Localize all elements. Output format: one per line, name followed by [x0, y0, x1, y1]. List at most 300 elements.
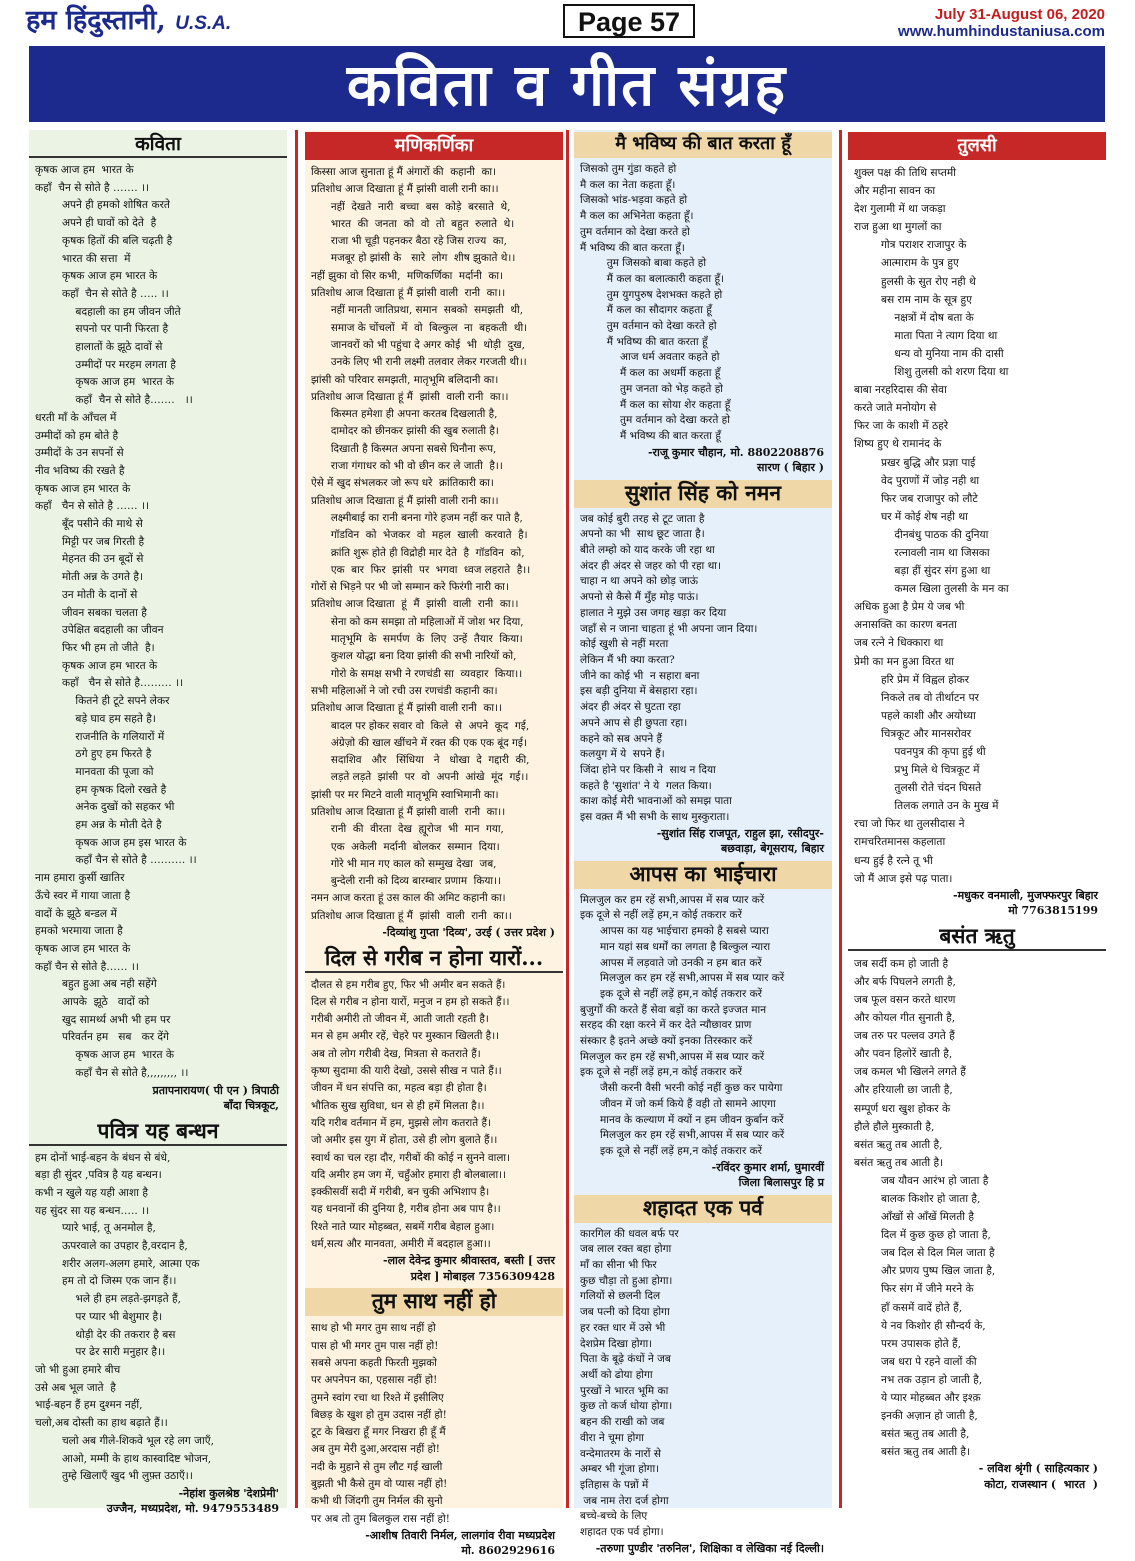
poem-line: गोरों से भिड़ने पर भी जो सम्मान करे फिरंगी नारी का।: [311, 581, 509, 594]
poem-line: घर में कोई शेष नही था: [854, 510, 968, 523]
poem-line: नक्षत्रों में दोष बता के: [854, 311, 974, 324]
poem-line: नाम हमारा कुर्सी खातिर: [35, 872, 125, 885]
poem-line: मिट्टी पर जब गिरती है: [35, 535, 145, 548]
poem-author: [848, 1461, 1106, 1494]
author-line: -तरुणा पुण्डीर 'तरुनिल', शिक्षिका व लेखिका नई दिल्ली।: [595, 1541, 824, 1555]
poem-title: दिल से गरीब न होना यारों...: [305, 945, 563, 973]
poem-line: जिंदा होने पर किसी ने साथ न दिया: [580, 763, 716, 776]
poem-title: आपस का भाईचारा: [574, 861, 832, 889]
poem-line: कुछ तो कर्ज धोया होगा।: [580, 1400, 673, 1413]
poem-line: फिर जब राजापुर को लौटे: [854, 492, 978, 505]
poem-line: जीवन में धन संपत्ति का, महत्व बड़ा ही होता है।: [311, 1082, 487, 1095]
poem-line: इक्कीसवीं सदी में गरीबी, बन चुकी अभिशाप है।: [311, 1186, 490, 1199]
poem-line: कृषक आज हम भारत के: [35, 164, 134, 176]
poem-line: और महीना सावन का: [854, 185, 936, 198]
poem-line: शरीर अलग-अलग हमारे, आत्मा एक: [35, 1257, 200, 1270]
author-line: -दिव्यांशु गुप्ता 'दिव्य', उरई ( उत्तर प्रदेश ): [382, 926, 555, 940]
poem-line: जानवरों को भी पहुंचा दे अगर कोई भी थोड़ी दुख,: [311, 338, 525, 351]
poem-body: [29, 1150, 287, 1486]
poem-line: अधिक हुआ है प्रेम ये जब भी: [854, 601, 965, 614]
poem-line: तुलसी रोते चंदन घिसते: [854, 782, 982, 795]
poem-line: भारत की सत्ता में: [35, 252, 131, 265]
poem-line: हम दोनों भाई-बहन के बंधन से बंधे,: [35, 1151, 171, 1164]
poem-line: बुजुर्गों की करते हैं सेवा बड़ों का करते इज्जत मान: [580, 1003, 767, 1016]
poem-line: करते जाते मनोयोग से: [854, 402, 937, 415]
poem-line: आपस में लड़वाते जो उनकी न हम बात करें: [580, 956, 762, 969]
poem-line: अनेक दुखों को सहकर भी: [35, 801, 175, 814]
poem-line: नहीं मानती जातिप्रथा, समान सबको समझती थी,: [311, 304, 524, 317]
poem-line: तुम वर्तमान को देखा करते हो: [580, 414, 730, 427]
poem-line: गरीबी अमीरी तो जीवन में, आती जाती रहती है।: [311, 1013, 489, 1026]
poem-line: मै कल का अभिनेता कहता हूँ।: [580, 210, 694, 223]
poem-line: प्रखर बुद्धि और प्रज्ञा पाई: [854, 456, 976, 469]
poem-line: बदहाली का हम जीवन जीते: [35, 305, 181, 318]
poem-line: भौतिक सुख सुविधा, धन से ही हमें मिलता है।।: [311, 1099, 485, 1112]
poem-line: जब यौवन आरंभ हो जाता है: [854, 1174, 989, 1187]
poem-line: राजा भी चूड़ी पहनकर बैठा रहे जिस राज्य का,: [311, 235, 507, 248]
poem-body: [29, 162, 287, 1083]
poem-line: मिलजुल कर हम रहें सभी,आपस में सब प्यार करें: [580, 893, 765, 906]
poem-line: कलयुग में ये सपने हैं।: [580, 748, 665, 761]
author-line: प्रदेश ] मोबाइल 7356309428: [410, 1269, 555, 1283]
poem-line: जहाँ से न जाना चाहता हूं भी अपना जान दिया।: [580, 622, 758, 635]
poem-title: शहादत एक पर्व: [574, 1195, 832, 1223]
poem-author: [305, 1253, 563, 1286]
poem-line: कृषक आज हम इस भारत के: [35, 836, 187, 849]
poem-line: इतिहास के पन्नों में: [580, 1478, 649, 1491]
poem-line: मानवता की पूजा को: [35, 765, 154, 778]
poem-line: चलो अब गीले-शिकवे भूल रहे लग जाएँ,: [35, 1434, 214, 1447]
poem-line: प्रतिशोध आज दिखाता हूं मैं झांसी वाली रानी का।।: [311, 390, 509, 403]
poem-line: रामचरितमानस कहलाता: [854, 836, 946, 849]
poem-line: शुक्ल पक्ष की तिथि सप्तमी: [854, 167, 956, 179]
poem-line: साथ हो भी मगर तुम साथ नहीं हो: [311, 1322, 436, 1335]
poem-line: अर्थी को ढोया होगा: [580, 1369, 653, 1381]
poem-line: जब रत्ने ने धिक्कारा था: [854, 637, 944, 650]
poem-line: यह धनवानों की दुनिया है, गरीब होना अब पाप है।।: [311, 1203, 501, 1216]
poem-line: काश कोई मेरी भावनाओं को समझ पाता: [580, 795, 732, 808]
poem-line: प्रतिशोध आज दिखाता हूं मैं झांसी वाली रानी का।।: [311, 598, 519, 611]
poem-line: चाहा न था अपने को छोड़ जाऊं: [580, 575, 699, 588]
poem-line: दामोदर को छीनकर झांसी की खुब रुलाती है।: [311, 425, 499, 438]
poem-line: सपनो पर पानी फिरता है: [35, 323, 169, 336]
poem-body: [848, 955, 1106, 1462]
poem-line: जब तरु पर पल्लव उगते हैं: [854, 1030, 955, 1043]
poem-line: भाई-बहन हैं हम दुश्मन नहीं,: [35, 1399, 143, 1412]
poem-line: राजनीति के गलियारों में: [35, 730, 165, 743]
author-line: -रविंदर कुमार शर्मा, घुमारवीं: [711, 1160, 824, 1174]
poem-line: कहाँ चैन से सोते है ……. ।।: [35, 181, 149, 194]
poem-author: [574, 1541, 832, 1559]
poem-line: आँखों से आँखें मिलती है: [854, 1211, 974, 1224]
poem-author: [574, 445, 832, 478]
poem-body: [848, 164, 1106, 888]
poem-line: तुम्हे खिलाएँ खुद भी लुफ़्त उठाएँ।।: [35, 1470, 193, 1483]
poem-line: वन्देमातरम के नारों से: [580, 1447, 661, 1460]
poem-line: पर प्यार भी बेशुमार है।: [35, 1310, 163, 1323]
poem-line: चलो,अब दोस्ती का हाथ बढ़ाते हैं।।: [35, 1417, 168, 1430]
poem-line: जब नाम तेरा दर्ज होगा: [580, 1494, 669, 1507]
poem-line: आओ, मम्मी के हाथ कास्वादिष्ट भोजन,: [35, 1452, 212, 1465]
poem-line: प्रतिशोध आज दिखाता हूं मैं झांसी वाली रानी का।।: [311, 183, 499, 196]
poem-body: [305, 1320, 563, 1528]
poem-line: जब सर्दी कम हो जाती है: [854, 957, 949, 970]
author-line: कोटा, राजस्थान ( भारत ): [984, 1477, 1098, 1491]
poem-line: हमको भरमाया जाता है: [35, 925, 123, 938]
poem-line: अपने ही घावों को देते है: [35, 217, 157, 230]
poem-line: इक दूजे से नहीं लड़ें हम,न कोई तकरार करें: [580, 1066, 742, 1079]
poem-title: तुलसी: [848, 132, 1106, 160]
poem-line: बस राम नाम के सूत्र हुए: [854, 293, 972, 306]
poem-line: पर ढेर सारी मनुहार है।।: [35, 1346, 166, 1359]
poem-line: नहीं देखते नारी बच्चा बस कोड़े बरसाते थे,: [311, 200, 511, 213]
poem-line: जब दिल से दिल मिल जाता है: [854, 1247, 995, 1260]
column-divider: [839, 130, 842, 1508]
poem-line: मिलजुल कर हम रहें सभी,आपस में सब प्यार करें: [580, 972, 785, 985]
poem-line: मजबूर हो झांसी के सारे लोग शीष झुकाते थे।।: [311, 252, 516, 265]
poem-line: मातृभूमि के समर्पण के लिए उन्हें तैयार किया।: [311, 633, 523, 646]
poem-line: इक दूजे से नहीं लड़ें हम,न कोई तकरार करें: [580, 909, 742, 922]
poem-line: परिवर्तन हम सब कर देंगे: [35, 1031, 170, 1044]
poem-line: बड़ा ही सुंदर ,पवित्र है यह बन्धन।: [35, 1169, 162, 1182]
poem-line: कहाँ चैन से सोते है …… ।।: [35, 500, 149, 513]
poem-line: प्यारे भाई, तू अनमोल है,: [35, 1222, 156, 1235]
poem-title: कविता: [29, 132, 287, 158]
poem-author: [29, 1486, 287, 1519]
poem-line: एक अकेली मर्दानी बोलकर सम्मान दिया।: [311, 840, 500, 853]
poem-line: प्रतिशोध आज दिखाता हूं मैं झांसी वाली रानी का।।: [311, 909, 512, 922]
poem-line: नमन आज करता हूं उस काल की अमिट कहानी का।: [311, 892, 506, 905]
author-line: -मधुकर वनमाली, मुजफ्फरपुर बिहार: [953, 888, 1098, 902]
poem-line: उनके लिए भी रानी लक्ष्मी तलवार लेकर गरजती थी।।: [311, 356, 527, 369]
poem-title: मणिकर्णिका: [305, 132, 563, 160]
poem-line: अंदर ही अंदर से घुटता रहा: [580, 701, 681, 714]
poem-line: आपस का यह भाईचारा हमको है सबसे प्यारा: [580, 925, 769, 938]
poem-line: पर अब तो तुम बिलकुल रास नहीं हो!: [311, 1512, 450, 1525]
poem-line: मान यहां सब धर्मों का लगता है बिल्कुल न्यारा: [580, 940, 771, 953]
poem-line: तुम वर्तमान को देखा करते हो: [580, 225, 690, 238]
poem-line: दौलत से हम गरीब हुए, फिर भी अमीर बन सकते हैं।: [311, 978, 506, 991]
poem-line: कृषक आज हम भारत के: [35, 376, 174, 389]
poem-line: जो मैं आज इसे पढ़ पाता।: [854, 872, 953, 885]
poem-line: मैं भविष्य की बात करता हूँ: [580, 429, 721, 442]
poem-line: मै कल का नेता कहता हूँ।: [580, 178, 676, 191]
poem-line: पवनपुत्र की कृपा हुई थी: [854, 746, 986, 758]
section-banner: कविता व गीत संग्रह: [29, 46, 1105, 122]
poem-line: आपके झूठे वादों को: [35, 996, 150, 1009]
poem-line: देश गुलामी में था जकड़ा: [854, 203, 946, 216]
poem-line: वेद पुराणों में जोड़ नही था: [854, 474, 980, 487]
poem-line: कोई खुशी से नहीं मरता: [580, 638, 669, 651]
poem-line: नभ तक उड़ान हो जाती है,: [854, 1373, 983, 1386]
column-3: [574, 130, 832, 1555]
poem-line: कृषक आज हम भारत के: [35, 659, 158, 672]
poem-line: झांसी पर मर मिटने वाली मातृभूमि स्वाभिमानी का।: [311, 788, 499, 801]
poem-line: प्रतिशोध आज दिखाता हूं मैं झांसी वाली रानी का।।: [311, 702, 502, 715]
poem-line: गोत्र पराशर राजापुर के: [854, 239, 967, 252]
poem-line: दिल में कुछ कुछ हो जाता है,: [854, 1229, 991, 1242]
poem-line: कारगिल की धवल बर्फ पर: [580, 1227, 679, 1240]
poem-line: किस्सा आज सुनाता हूं मैं अंगारों की कहानी का।: [311, 166, 497, 178]
poem-line: और पवन हिलोरें खाती है,: [854, 1048, 953, 1061]
poem-line: रचा जो फिर था तुलसीदास ने: [854, 818, 965, 831]
poem-author: [574, 1160, 832, 1193]
poem-body: [574, 893, 832, 1160]
poem-line: मैं कल का सोया शेर कहता हूँ: [580, 398, 731, 411]
poem-line: सबसे अपना कहती फिरती मुझको: [311, 1356, 437, 1369]
poem-line: और कोयल गीत सुनाती है,: [854, 1012, 956, 1025]
poem-line: ऊपरवाले का उपहार है,वरदान है,: [35, 1240, 188, 1253]
poem-line: रानी की वीरता देख ह्यूरोज भी मान गया,: [311, 823, 504, 836]
poem-line: बालक किशोर हो जाता है,: [854, 1192, 981, 1205]
poem-line: इनकी अज़ान हो जाती है,: [854, 1410, 978, 1423]
poem-line: पर अपनेपन का, एहसास नहीं हो!: [311, 1374, 438, 1387]
poem-line: कहाँ चैन से सोते है ….. ।।: [35, 287, 169, 300]
poem-line: अपनो का भी साथ छूट जाता है।: [580, 528, 705, 541]
poem-line: टूट के बिखरा हूँ मगर निखरा ही हूँ मैं: [311, 1426, 446, 1439]
poem-line: थोड़ी देर की तकरार है बस: [35, 1328, 176, 1341]
poem-line: राजा गंगाधर को भी वो छीन कर ले जाती है।।: [311, 460, 503, 473]
poem-line: कृषक आज हम भारत के: [35, 270, 158, 283]
poem-line: आज धर्म अवतार कहते हो: [580, 351, 720, 364]
poem-line: भारत की जनता को वो तो बहुत रुलाते थे।: [311, 217, 515, 230]
edition-info: [898, 6, 1105, 40]
author-line: -नेहांश कुलश्रेष्ठ 'देशप्रेमी': [178, 1486, 279, 1500]
poem-line: तुम जिसको बाबा कहते हो: [580, 257, 707, 270]
poem-line: हम तो दो जिस्म एक जान हैं।।: [35, 1275, 177, 1288]
poem-body: [574, 1227, 832, 1541]
poem-author: [29, 1083, 287, 1116]
poem-line: धरती माँ के आँचल में: [35, 411, 117, 424]
poem-line: प्रेमी का मन हुआ विरत था: [854, 655, 955, 668]
poem-line: तुम जनता को भेड़ कहते हो: [580, 382, 724, 395]
poem-line: बूँद पसीने की माथे से: [35, 518, 143, 531]
masthead: [0, 0, 1135, 44]
poem-title: सुशांत सिंह को नमन: [574, 480, 832, 508]
poem-line: बादल पर होकर सवार वो किले से अपने कूद गई,: [311, 719, 530, 732]
poem-line: कितने ही टूटे सपने लेकर: [35, 695, 170, 708]
poem-line: कहने को सब अपने हैं: [580, 732, 663, 745]
poem-line: अब तो लोग गरीबी देख, मित्रता से कतराते हैं।: [311, 1047, 481, 1060]
poem-line: हुलसी के सुत रोए नही थे: [854, 275, 976, 288]
poem-title: बसंत ऋतु: [848, 923, 1106, 951]
author-line: सारण ( बिहार ): [757, 461, 824, 475]
poem-title: मै भविष्य की बात करता हूँ: [574, 132, 832, 158]
poem-line: इक दूजे से नहीं लड़ें हम,न कोई तकरार करें: [580, 1144, 762, 1157]
poem-line: कहाँ चैन से सोते है,,,,,,,,, ।।: [35, 1066, 189, 1079]
poem-line: और बर्फ पिघलने लगती है,: [854, 975, 956, 988]
brand-logo: [26, 4, 346, 38]
poem-line: जब कोई बुरी तरह से टूट जाता है: [580, 512, 705, 525]
poem-line: उपेक्षित बदहाली का जीवन: [35, 624, 164, 637]
poem-line: गोरो के समक्ष सभी ने रणचंडी सा व्यवहार किया।।: [311, 667, 523, 680]
poem-line: शिशु तुलसी को शरण दिया था: [854, 366, 1009, 379]
poem-line: उन मोती के दानों से: [35, 588, 138, 601]
poem-line: कृषक आज हम भारत के: [35, 482, 131, 495]
poem-line: जब धरा पे रहने वालों की: [854, 1355, 977, 1368]
poem-line: सदाशिव और सिंधिया ने धोखा दे गद्दारी की,: [311, 754, 530, 767]
poem-line: जीने का कोई भी न सहारा बना: [580, 669, 700, 682]
poem-line: कहाँ चैन से सोते है……… ।।: [35, 677, 184, 690]
poem-line: लक्ष्मीबाई का रानी बनना गोरे हजम नहीं कर पाते है,: [311, 511, 523, 524]
author-line: -राजू कुमार चौहान, मो. 8802208876: [647, 445, 824, 459]
poem-line: पहले काशी और अयोध्या: [854, 709, 976, 722]
poem-line: लेकिन मैं भी क्या करता?: [580, 653, 675, 666]
poem-line: बीते लम्हो को याद करके जी रहा था: [580, 544, 715, 557]
column-divider: [295, 130, 298, 1508]
poem-line: कहाँ चैन से सोते है ………. ।।: [35, 854, 197, 867]
poem-line: जिसको भांड-भड़वा कहते हो: [580, 194, 688, 207]
poem-body: [574, 512, 832, 826]
poem-line: कृषक हितों की बलि चढ़ती है: [35, 234, 173, 247]
poem-line: मिलजुल कर हम रहें सभी,आपस में सब प्यार करें: [580, 1129, 785, 1142]
poem-line: राज हुआ था मुगलों का: [854, 221, 942, 234]
poem-line: हर रक्त धार में उसे भी: [580, 1321, 666, 1334]
poem-line: हम कृषक दिलो रखते है: [35, 783, 167, 796]
poem-line: कहते है 'सुशांत' ने ये गलत किया।: [580, 779, 712, 792]
poem-line: अम्बर भी गूंजा होगा।: [580, 1463, 660, 1476]
poem-line: नीव भविष्य की रखते है: [35, 464, 125, 477]
poem-title: पवित्र यह बन्धन: [29, 1118, 287, 1146]
poem-line: पुरखों ने भारत भूमि का: [580, 1384, 669, 1397]
poem-line: ऐसे में खुद संभलकर जो रूप धरे क्रांतिकारी का।: [311, 477, 494, 490]
poem-line: हरि प्रेम में विह्वल होकर: [854, 673, 970, 686]
poem-line: दीनबंधु पाठक की दुनिया: [854, 528, 989, 541]
poem-line: प्रतिशोध आज दिखाता हूं मैं झांसी वाली रानी का।।: [311, 494, 499, 507]
column-divider: [566, 130, 569, 1508]
poem-line: फिर जा के काशी में ठहरे: [854, 420, 949, 433]
poem-line: धन्य हुई है रत्ने तू भी: [854, 854, 933, 867]
poem-line: हम अन्न के मोती देते है: [35, 819, 162, 832]
poem-line: सम्पूर्ण धरा खुश होकर के: [854, 1102, 951, 1115]
poem-line: जब कमल भी खिलने लगते हैं: [854, 1066, 966, 1079]
poem-line: तिलक लगाते उन के मुख में: [854, 800, 999, 813]
column-1: [29, 130, 287, 1516]
poem-line: मैं भविष्य की बात करता हूँ: [580, 335, 708, 348]
poem-line: भले ही हम लड़ते-झगड़ते हैं,: [35, 1293, 181, 1306]
author-line: मो. 8602929616: [461, 1544, 555, 1558]
poem-line: इक दूजे से नहीं लड़ें हम,न कोई तकरार करें: [580, 987, 762, 1000]
poem-line: कुछ चौड़ा तो हुआ होगा।: [580, 1274, 673, 1287]
poem-line: संस्कार है इतने अच्छे क्यों इनका तिरस्कार करें: [580, 1035, 753, 1048]
website-link[interactable]: www.humhindustaniusa.com: [898, 23, 1105, 40]
poem-line: हाँ कसमें वादें होते हैं,: [854, 1301, 963, 1314]
poem-line: मिलजुल कर हम रहें सभी,आपस में सब प्यार करें: [580, 1050, 765, 1063]
poem-line: लड़ते लड़ते झांसी पर वो अपनी आंखे मूंद गई।।: [311, 771, 529, 784]
poem-line: जिसको तुम गुंडा कहते हो: [580, 163, 677, 175]
poem-author: [305, 1528, 563, 1561]
column-4: [848, 130, 1106, 1508]
poem-line: बड़ा हीं सुंदर संग हुआ था: [854, 565, 991, 578]
author-line: -लाल देवेन्द्र कुमार श्रीवास्तव, बस्ती [ उत्तर: [383, 1254, 555, 1268]
poem-line: बसंत ऋतु तब आती है,: [854, 1138, 943, 1151]
poem-line: शहादत एक पर्व होगा।: [580, 1526, 664, 1539]
poem-line: ये प्यार मोहब्बत और इश्क़: [854, 1392, 981, 1404]
poem-line: जैसी करनी वैसी भरनी कोई नहीं कुछ कर पायेगा: [580, 1082, 783, 1095]
poem-line: इस बड़ी दुनिया में बेसहारा रहा।: [580, 685, 698, 698]
poem-body: [574, 162, 832, 445]
author-line: उज्जैन, मध्यप्रदेश, मो. 9479553489: [106, 1502, 279, 1516]
poem-line: पास हो भी मगर तुम पास नहीं हो!: [311, 1339, 439, 1352]
poem-line: यदि गरीब वर्तमान में हम, मुझसे लोग कतराते हैं।: [311, 1116, 491, 1129]
poem-line: मानव के कल्याण में क्यों न हम जीवन कुर्बान करें: [580, 1113, 784, 1126]
poem-line: नदी के मुहाने से तुम लौट गई खाली: [311, 1460, 443, 1473]
poem-line: परम उपासक होते हैं,: [854, 1337, 961, 1350]
poem-line: मोती अन्न के उगते है।: [35, 571, 143, 584]
author-line: प्रतापनारायण( पी एन ) त्रिपाठी: [152, 1083, 279, 1097]
poem-line: कृष्ण सुदामा की यारी देखो, उससे सीख न पाते हैं।।: [311, 1065, 502, 1078]
author-line: जिला बिलासपुर हि प्र: [738, 1176, 824, 1190]
poem-line: तुम वर्तमान को देखा करते हो: [580, 320, 717, 333]
poem-line: कभी न खुले यह यही आशा है: [35, 1186, 148, 1199]
poem-line: जो भी हुआ हमारे बीच: [35, 1364, 121, 1376]
poem-line: देशप्रेम दिखा होगा।: [580, 1337, 653, 1350]
poem-body: [305, 164, 563, 925]
poem-line: तुम युगपुरुष देशभक्त कहते हो: [580, 288, 723, 301]
poem-line: माता पिता ने त्याग दिया था: [854, 329, 998, 342]
poem-line: मैं कल का सौदागर कहता हूँ: [580, 304, 712, 317]
poem-line: अंग्रेज़ो की खाल खींचने में रक्त की एक एक बूंद गई।: [311, 736, 527, 749]
brand-suffix: U.S.A.: [175, 13, 232, 34]
poem-line: मेहनत की उन बूदों से: [35, 553, 144, 566]
poem-line: जब लाल रक्त बहा होगा: [580, 1243, 672, 1256]
poem-line: सेना को कम समझा तो महिलाओं में जोश भर दिया,: [311, 615, 524, 628]
poem-author: [848, 888, 1106, 921]
poem-title: तुम साथ नहीं हो: [305, 1288, 563, 1316]
column-2: [305, 130, 563, 1558]
poem-line: पिता के बूढ़े कंधों ने जब: [580, 1353, 671, 1366]
poem-line: एक बार फिर झांसी पर भगवा ध्वज लहराते है।।: [311, 563, 531, 576]
poem-line: सरहद की रक्षा करने में कर देते न्यौछावर प्राण: [580, 1019, 752, 1032]
poem-line: उम्मीदों पर मरहम लगता है: [35, 358, 176, 371]
poem-line: फिर संग में जीने मरने के: [854, 1283, 974, 1296]
poem-line: ये नव किशोर ही सौन्दर्य के,: [854, 1319, 986, 1332]
poem-line: क्रांति शुरू होते ही विद्रोही मार देते है गॉडविन को,: [311, 546, 525, 559]
poem-line: कहाँ चैन से सोते है…… ।।: [35, 960, 139, 973]
poem-line: गॉडविन को भेजकर वो महल खाली करवाते है।: [311, 529, 528, 542]
poem-line: दिल से गरीब न होना यारों, मनुज न हम हो सकते हैं।।: [311, 995, 510, 1008]
poem-line: उम्मीदों को हम बोते है: [35, 429, 119, 442]
poem-line: यह सुंदर सा यह बन्धन….. ।।: [35, 1204, 150, 1217]
poem-line: तुमने स्वांग रचा था रिश्ते में इसीलिए: [311, 1391, 444, 1404]
poem-line: वादों के झूठे बन्डल में: [35, 907, 117, 920]
poem-line: जब पत्नी को दिया होगा: [580, 1306, 670, 1319]
poem-line: झांसी को परिवार समझती, मातृभूमि बलिदानी का।: [311, 373, 499, 386]
poem-line: अंदर ही अंदर से जहर को पी रहा था।: [580, 559, 722, 572]
poem-line: इस वक़्त मैं भी सभी के साथ मुस्कुराता।: [580, 811, 730, 824]
poem-line: अपने ही हमको शोषित करते: [35, 199, 170, 212]
poem-line: अपने आप से ही छुपता रहा।: [580, 716, 688, 729]
poem-line: जो अमीर इस युग में होता, उसे ही लोग बुलाते हैं।।: [311, 1134, 498, 1147]
author-line: बछवाड़ा, बेगूसराय, बिहार: [721, 842, 824, 856]
poem-line: मन से हम अमीर रहें, चेहरे पर मुस्कान खिलती है।।: [311, 1030, 500, 1043]
poem-line: स्वार्थ का चल रहा दौर, गरीबों की कोई न सुनने वाला।: [311, 1151, 511, 1164]
poem-line: आत्माराम के पुत्र हुए: [854, 257, 959, 270]
poem-line: फिर भी हम तो जीते है।: [35, 641, 155, 654]
poem-line: अब तुम मेरी दुआ,अरदास नहीं हो!: [311, 1443, 440, 1456]
poem-line: कभी थी जिंदगी तुम निर्मल की सुनो: [311, 1495, 443, 1508]
poem-line: जीवन सबका चलता है: [35, 606, 147, 619]
poem-line: गोरे भी मान गए काल को सम्मुख देखा जब,: [311, 857, 497, 870]
poem-line: बुन्देली रानी को दिव्य बारम्बार प्रणाम किया।।: [311, 875, 501, 888]
poem-line: गलियों से छलनी दिल: [580, 1290, 661, 1303]
poem-line: ठगे हुए हम फिरते है: [35, 748, 152, 761]
poem-line: धर्म,सत्य और मानवता, अमीरी में बदहाल हुआ।।: [311, 1238, 491, 1251]
poem-line: अपनो से कैसे मैं मुँह मोड़ पाऊं।: [580, 591, 699, 604]
poem-author: [305, 925, 563, 943]
poem-line: बहन की राखी को जब: [580, 1416, 665, 1429]
poem-line: कृषक आज हम भारत के: [35, 942, 131, 955]
